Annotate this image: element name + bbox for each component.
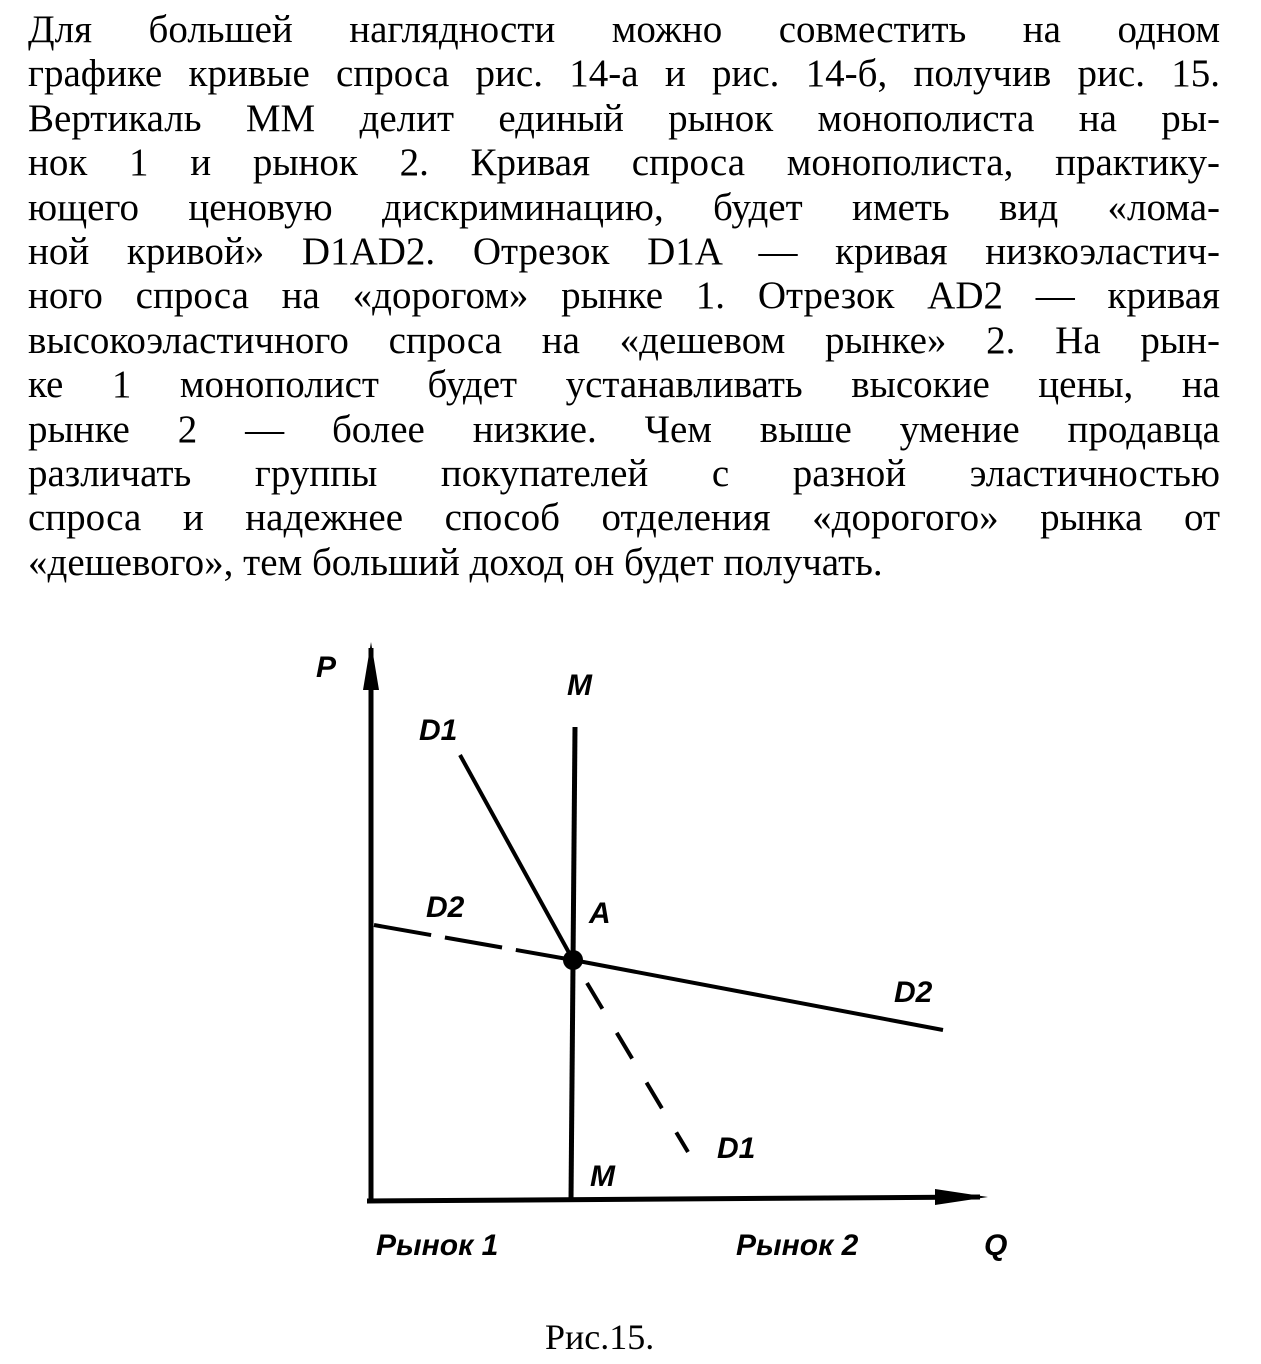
d2-left-label: D2 <box>426 891 465 924</box>
paragraph-line: «дешевого», тем больший доход он будет получать. <box>28 540 883 584</box>
q-axis <box>367 1197 980 1201</box>
q-axis-label: Q <box>984 1229 1008 1262</box>
m-top-label: M <box>567 669 592 702</box>
paragraph-line: Для большей наглядности можно совместить на одном <box>28 8 1220 51</box>
q-axis-arrow <box>935 1189 988 1205</box>
p-axis-arrow <box>363 642 379 690</box>
paragraph-line: спроса и надежнее способ отделения «дорогого» рынка от <box>28 496 1220 540</box>
point-a-label: A <box>589 897 611 930</box>
d2-right-label: D2 <box>894 976 933 1009</box>
d2-dashed-segment <box>374 925 573 960</box>
paragraph-line: ной кривой» D1AD2. Отрезок D1A — кривая низкоэластич- <box>28 229 1220 273</box>
d1-bottom-label: D1 <box>717 1132 756 1165</box>
paragraph-line: различать группы покупателей с разной эластичностью <box>28 451 1220 495</box>
paragraph-line: высокоэластичного спроса на «дешевом рынке» 2. На рын- <box>28 318 1220 362</box>
paragraph-line: ющего ценовую дискриминацию, будет иметь вид «лома- <box>28 185 1220 229</box>
figure-caption: Рис.15. <box>545 1317 655 1357</box>
paragraph-line: ного спроса на «дорогом» рынке 1. Отрезок AD2 — кривая <box>28 274 1220 318</box>
d1-dashed-segment <box>587 983 688 1152</box>
paragraph-line: рынке 2 — более низкие. Чем выше умение продавца <box>28 407 1220 451</box>
d2-solid-segment <box>573 960 943 1030</box>
p-axis-label: P <box>316 651 337 684</box>
m-bottom-label: M <box>590 1160 615 1193</box>
paragraph-line: нок 1 и рынок 2. Кривая спроса монополиста, практику- <box>28 141 1220 185</box>
market-1-label: Рынок 1 <box>376 1229 499 1262</box>
paragraph-line: Вертикаль MM делит единый рынок монополиста на ры- <box>28 96 1220 140</box>
paragraph-line: графике кривые спроса рис. 14-а и рис. 14-б, получив рис. 15. <box>28 52 1220 96</box>
market-2-label: Рынок 2 <box>736 1229 859 1262</box>
point-a-dot <box>563 950 583 970</box>
d1-solid-segment <box>460 755 573 960</box>
d1-top-label: D1 <box>419 714 458 747</box>
paragraph-line: ке 1 монополист будет устанавливать высокие цены, на <box>28 363 1220 407</box>
